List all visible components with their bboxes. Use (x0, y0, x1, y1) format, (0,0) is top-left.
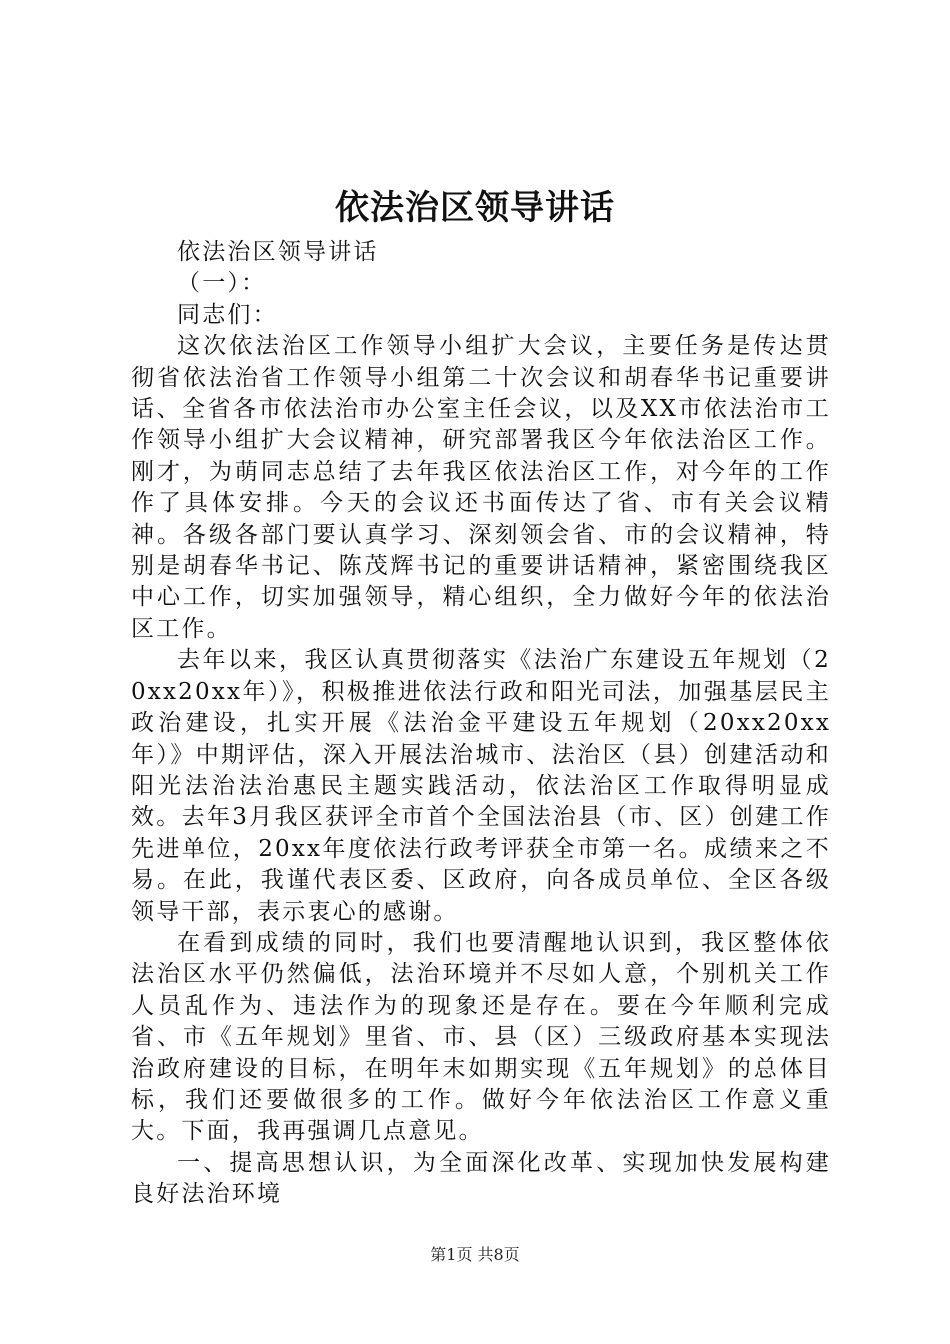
document-body (131, 237, 831, 1211)
body-paragraph: 去年以来，我区认真贯彻落实《法治广东建设五年规划（20xx20xx年）》，积极推进依法行政和阳光司法，加强基层民主政治建设，扎实开展《法治金平建设五年规划（20xx20xx年）》中期评估，深入开展法治城市、法治区（县）创建活动和阳光法治法治惠民主题实践活动，依法治区工作取得明显成效。去年3月我区获评全市首个全国法治县（市、区）创建工作先进单位，20xx年度依法行政考评获全市第一名。成绩来之不易。在此，我谨代表区委、区政府，向各成员单位、全区各级领导干部，表示衷心的感谢。 (131, 647, 831, 925)
salutation: 同志们： (177, 301, 278, 328)
section-marker: （一）： (177, 270, 267, 297)
body-paragraph: 在看到成绩的同时，我们也要清醒地认识到，我区整体依法治区水平仍然偏低，法治环境并不尽如人意，个别机关工作人员乱作为、违法作为的现象还是存在。要在今年顺利完成省、市《五年规划》里省、市、县（区）三级政府基本实现法治政府建设的目标，在明年末如期实现《五年规划》的总体目标，我们还要做很多的工作。做好今年依法治区工作意义重大。下面，我再强调几点意见。 (131, 929, 831, 1145)
document-title: 依法治区领导讲话 (335, 188, 615, 228)
section-heading: 一、提高思想认识，为全面深化改革、实现加快发展构建良好法治环境 (131, 1149, 831, 1208)
body-paragraph: 这次依法治区工作领导小组扩大会议，主要任务是传达贯彻省依法治省工作领导小组第二十次会议和胡春华书记重要讲话、全省各市依法治市办公室主任会议，以及XX市依法治市工作领导小组扩大会议精神，研究部署我区今年依法治区工作。刚才，为萌同志总结了去年我区依法治区工作，对今年的工作作了具体安排。今天的会议还书面传达了省、市有关会议精神。各级各部门要认真学习、深刻领会省、市的会议精神，特别是胡春华书记、陈茂辉书记的重要讲话精神，紧密围绕我区中心工作，切实加强领导，精心组织，全力做好今年的依法治区工作。 (131, 333, 831, 642)
subtitle-line: 依法治区领导讲话 (177, 239, 379, 265)
page-footer: 第1页 共8页 (430, 1245, 520, 1264)
